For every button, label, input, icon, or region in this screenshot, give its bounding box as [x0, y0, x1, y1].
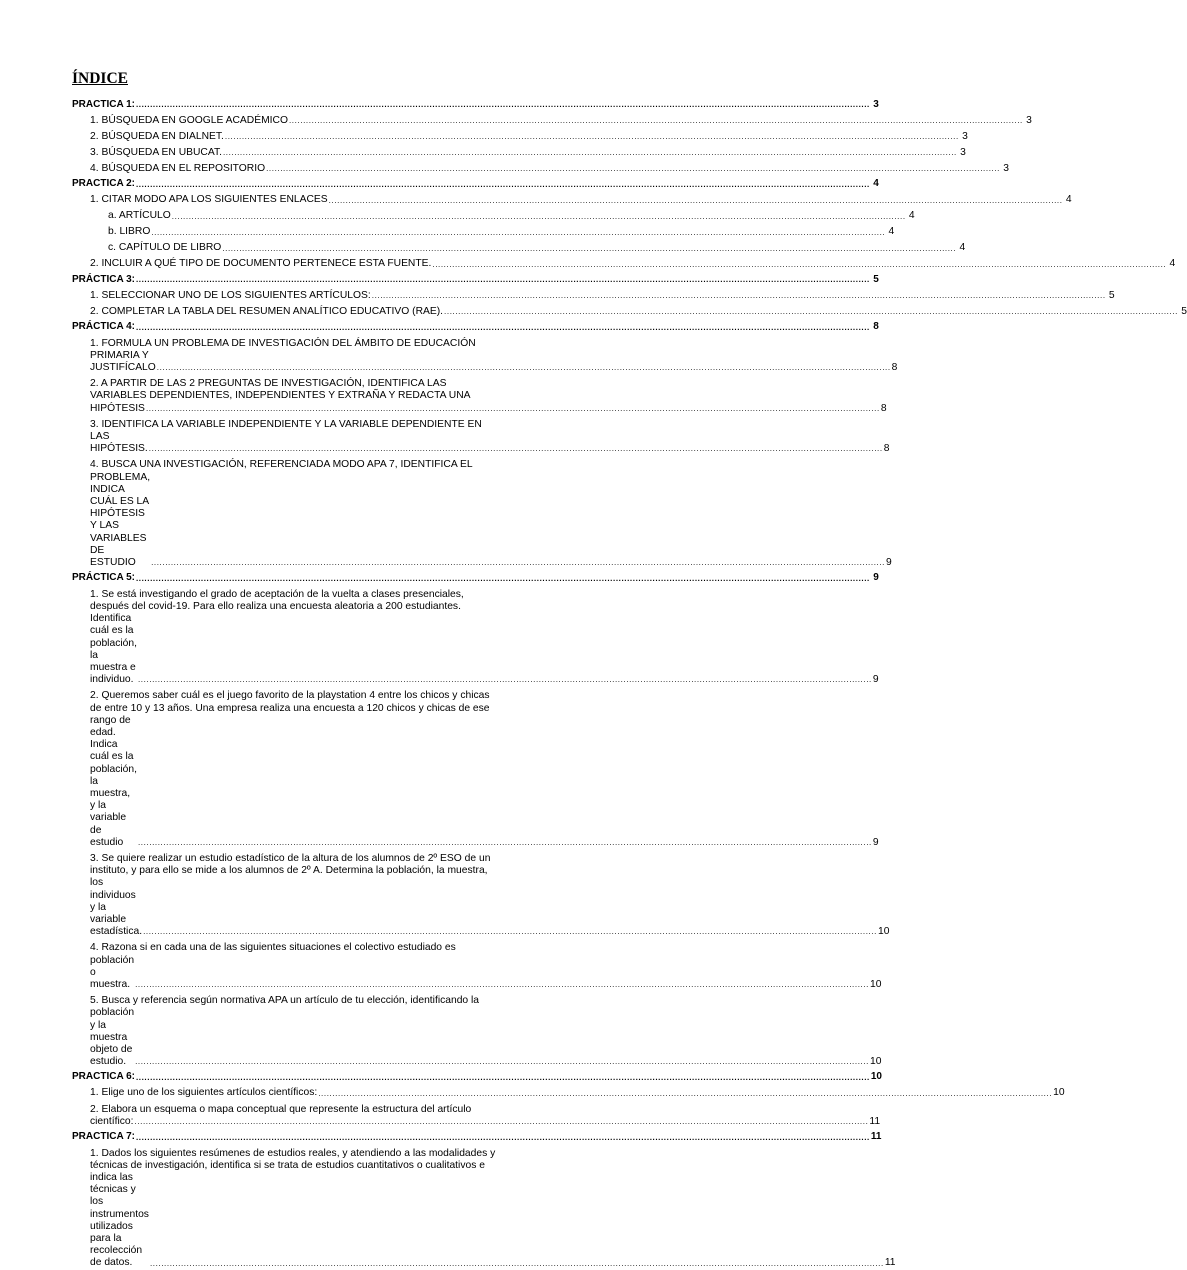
toc-entry-label-line: 1. Dados los siguientes resúmenes de estudios reales, y atendiendo a las modalidades y [90, 1147, 496, 1159]
toc-entry-last-line [90, 1116, 881, 1128]
toc-entry-label-line: de entre 10 y 13 años. Una empresa realiza una encuesta a 120 chicos y chicas de ese [90, 702, 490, 714]
toc-entry-last-line [90, 471, 892, 570]
toc-page-number: 4 [1169, 258, 1176, 270]
toc-subsection-entry[interactable] [90, 194, 1072, 206]
dot-leader: .................................................................................................................................................................................................................................................................... [137, 837, 872, 847]
dot-leader: .................................................................................................................................................................................................................................................................... [171, 211, 906, 221]
toc-entry-label-line: PRIMARIA Y JUSTIFÍCALO [90, 349, 156, 374]
toc-page-number: 10 [1053, 1087, 1065, 1099]
toc-entry-label: PRACTICA 6: [72, 1071, 135, 1083]
toc-entry-last-line [90, 1172, 896, 1270]
dot-leader: .................................................................................................................................................................................................................................................................... [135, 100, 870, 110]
toc-page-number: 5 [873, 273, 879, 285]
toc-entry-last-line [90, 431, 890, 455]
dot-leader: .................................................................................................................................................................................................................................................................... [149, 1258, 884, 1268]
toc-section-entry[interactable] [72, 321, 879, 333]
dot-leader: .................................................................................................................................................................................................................................................................... [137, 675, 872, 685]
toc-entry-label-line: instituto, y para ello se mide a los alumnos de 2º A. Determina la población, la muestra, [90, 865, 488, 877]
toc-page-number: 8 [880, 402, 887, 414]
toc-subsection-entry[interactable] [90, 337, 898, 375]
toc-entry-label-line: 5. Busca y referencia según normativa APA un artículo de tu elección, identificando la [90, 995, 480, 1007]
toc-page-number: 4 [959, 242, 966, 254]
toc-page-number: 3 [960, 147, 966, 158]
toc-entry-label-line: 4. BUSCA UNA INVESTIGACIÓN, REFERENCIADA MODO APA 7, IDENTIFICA EL [90, 459, 473, 471]
toc-entry-last-line [90, 877, 890, 938]
dot-leader: .................................................................................................................................................................................................................................................................... [288, 116, 1023, 126]
toc-entry-label-line: PROBLEMA, INDICA CUÁL ES LA HIPÓTESIS Y LAS VARIABLES DE ESTUDIO [90, 471, 151, 569]
toc-section-entry[interactable] [72, 99, 879, 111]
toc-entry-label: b. LIBRO [108, 226, 151, 238]
toc-entry-label: 1. CITAR MODO APA LOS SIGUIENTES ENLACES [90, 194, 328, 206]
dot-leader: .................................................................................................................................................................................................................................................................... [134, 1117, 869, 1127]
toc-entry-label: 2. BÚSQUEDA EN DIALNET. [90, 131, 224, 142]
toc-entry-label: PRÁCTICA 4: [72, 321, 135, 333]
toc-entry-label: 2. COMPLETAR LA TABLA DEL RESUMEN ANALÍTICO EDUCATIVO (RAE). [90, 305, 444, 317]
toc-page-number: 3 [1003, 163, 1009, 174]
toc-subsection-entry[interactable] [90, 258, 1176, 270]
toc-entry-label-line: los individuos y la variable estadística. [90, 877, 143, 938]
toc-subsection-entry[interactable] [90, 942, 882, 991]
dot-leader: .................................................................................................................................................................................................................................................................... [135, 179, 870, 189]
toc-subsection-entry[interactable] [90, 690, 879, 849]
toc-subsection-entry[interactable] [90, 131, 968, 143]
toc-entry-label-line: 2. Queremos saber cuál es el juego favorito de la playstation 4 entre los chicos y chicas [90, 690, 490, 702]
toc-entry-label-line: 3. IDENTIFICA LA VARIABLE INDEPENDIENTE Y LA VARIABLE DEPENDIENTE EN [90, 418, 482, 430]
toc-entry-label: 1. Elige uno de los siguientes artículos científicos: [90, 1087, 318, 1099]
toc-entry-last-line [90, 349, 898, 374]
toc-page-number: 4 [1065, 194, 1072, 206]
toc-subsection-entry[interactable] [90, 1147, 896, 1270]
toc-entry-label: 4. BÚSQUEDA EN EL REPOSITORIO [90, 163, 266, 174]
toc-subsection-entry[interactable] [90, 305, 1187, 318]
toc-entry-label-line: Identifica cuál es la población, la muestra e individuo. [90, 613, 137, 686]
toc-section-entry[interactable] [72, 1131, 882, 1143]
toc-page-number: 5 [1108, 289, 1115, 301]
toc-entry-label-line: 4. Razona si en cada una de las siguientes situaciones el colectivo estudiado es [90, 942, 456, 954]
toc-entry-label: 1. BÚSQUEDA EN GOOGLE ACADÉMICO [90, 115, 288, 126]
toc-page-number: 11 [869, 1116, 881, 1128]
toc-entry-last-line [90, 954, 882, 992]
dot-leader: .................................................................................................................................................................................................................................................................... [432, 259, 1167, 269]
toc-subsection-entry[interactable] [90, 995, 882, 1068]
toc-page-number: 4 [873, 178, 879, 190]
toc-subsection-entry[interactable] [90, 459, 892, 569]
toc-subsection-entry[interactable] [90, 163, 1009, 175]
dot-leader: .................................................................................................................................................................................................................................................................... [151, 227, 886, 237]
dot-leader: .................................................................................................................................................................................................................................................................... [151, 558, 885, 568]
toc-subsection-entry[interactable] [90, 852, 890, 938]
toc-page-number: 10 [870, 1071, 882, 1083]
toc-entry-label: PRACTICA 2: [72, 178, 135, 190]
dot-leader: .................................................................................................................................................................................................................................................................... [222, 148, 957, 158]
toc-subsection-entry[interactable] [90, 147, 966, 159]
toc-page-number: 9 [872, 674, 879, 686]
toc-page-number: 11 [870, 1131, 882, 1143]
dot-leader: .................................................................................................................................................................................................................................................................... [135, 1132, 870, 1142]
toc-page-number: 10 [877, 926, 890, 938]
toc-entry-label-line: 3. Se quiere realizar un estudio estadístico de la altura de los alumnos de 2º ESO de un [90, 852, 491, 864]
dot-leader: .................................................................................................................................................................................................................................................................... [266, 164, 1000, 174]
toc-subsection-entry[interactable] [90, 378, 887, 415]
dot-leader: .................................................................................................................................................................................................................................................................... [371, 291, 1106, 301]
toc-entry-label-line: rango de edad. Indica cuál es la población, la muestra, y la variable de estudio [90, 714, 137, 848]
toc-subsection-entry[interactable] [108, 210, 915, 222]
toc-subsection-entry[interactable] [90, 1087, 1065, 1099]
toc-entry-last-line [90, 402, 887, 415]
toc-subsection-entry[interactable] [90, 418, 890, 456]
toc-entry-last-line [90, 1007, 882, 1068]
toc-entry-label: a. ARTÍCULO [108, 210, 171, 222]
toc-entry-label: PRACTICA 1: [72, 99, 135, 110]
toc-entry-label-line: LAS HIPÓTESIS. [90, 431, 148, 455]
toc-entry-label: 1. SELECCIONAR UNO DE LOS SIGUIENTES ARTÍCULOS: [90, 289, 371, 301]
table-of-contents [72, 96, 1187, 1270]
dot-leader: .................................................................................................................................................................................................................................................................... [135, 275, 870, 285]
dot-leader: .................................................................................................................................................................................................................................................................... [135, 322, 870, 332]
toc-subsection-entry[interactable] [90, 588, 879, 687]
toc-entry-label: 2. INCLUIR A QUÉ TIPO DE DOCUMENTO PERTENECE ESTA FUENTE. [90, 258, 432, 270]
toc-entry-last-line [90, 613, 879, 686]
toc-title: ÍNDICE [72, 70, 128, 87]
toc-entry-label: PRÁCTICA 3: [72, 273, 135, 285]
dot-leader: .................................................................................................................................................................................................................................................................... [156, 363, 891, 373]
toc-entry-label-line: 1. Se está investigando el grado de aceptación de la vuelta a clases presenciales, [90, 588, 464, 600]
toc-page-number: 9 [872, 836, 879, 848]
dot-leader: .................................................................................................................................................................................................................................................................... [145, 403, 880, 413]
toc-entry-label-line: HIPÓTESIS [90, 402, 145, 414]
toc-section-entry[interactable] [72, 178, 879, 190]
toc-page-number: 10 [869, 978, 882, 990]
dot-leader: .................................................................................................................................................................................................................................................................... [444, 307, 1178, 317]
toc-page-number: 8 [883, 443, 890, 455]
toc-subsection-entry[interactable] [108, 242, 966, 254]
toc-subsection-entry[interactable] [108, 226, 895, 238]
toc-page-number: 5 [1181, 305, 1187, 317]
toc-section-entry[interactable] [72, 572, 879, 584]
toc-entry-label-line: VARIABLES DEPENDIENTES, INDEPENDIENTES Y EXTRAÑA Y REDACTA UNA [90, 390, 471, 402]
toc-entry-label: c. CAPÍTULO DE LIBRO [108, 242, 222, 254]
dot-leader: .................................................................................................................................................................................................................................................................... [135, 1057, 869, 1067]
toc-page-number: 9 [873, 572, 879, 584]
dot-leader: .................................................................................................................................................................................................................................................................... [143, 927, 877, 937]
dot-leader: .................................................................................................................................................................................................................................................................... [328, 195, 1063, 205]
toc-entry-label: 3. BÚSQUEDA EN UBUCAT. [90, 147, 222, 158]
toc-entry-label-line: científico: [90, 1116, 134, 1128]
toc-page-number: 11 [884, 1257, 896, 1269]
toc-subsection-entry[interactable] [90, 1103, 881, 1128]
dot-leader: .................................................................................................................................................................................................................................................................... [224, 132, 959, 142]
toc-section-entry[interactable] [72, 273, 879, 286]
toc-entry-label-line: indica las técnicas y los instrumentos utilizados para la recolección de datos. [90, 1172, 149, 1269]
dot-leader: .................................................................................................................................................................................................................................................................... [222, 243, 957, 253]
dot-leader: .................................................................................................................................................................................................................................................................... [135, 1072, 870, 1082]
dot-leader: .................................................................................................................................................................................................................................................................... [135, 980, 869, 990]
toc-entry-label-line: técnicas de investigación, identifica si se trata de estudios cuantitativos o cualitativos e [90, 1159, 485, 1171]
toc-entry-label-line: población o muestra. [90, 954, 135, 990]
dot-leader: .................................................................................................................................................................................................................................................................... [318, 1088, 1053, 1098]
toc-page-number: 8 [873, 321, 879, 333]
toc-subsection-entry[interactable] [90, 289, 1115, 302]
toc-page-number: 3 [873, 99, 879, 110]
toc-section-entry[interactable] [72, 1071, 882, 1083]
toc-page-number: 3 [1026, 115, 1032, 126]
dot-leader: .................................................................................................................................................................................................................................................................... [135, 573, 870, 583]
toc-entry-label-line: 2. A PARTIR DE LAS 2 PREGUNTAS DE INVESTIGACIÓN, IDENTIFICA LAS [90, 378, 447, 390]
dot-leader: .................................................................................................................................................................................................................................................................... [148, 444, 883, 454]
toc-entry-label-line: 2. Elabora un esquema o mapa conceptual que represente la estructura del artículo [90, 1103, 472, 1115]
toc-entry-label: PRÁCTICA 5: [72, 572, 135, 584]
toc-page-number: 10 [869, 1056, 882, 1068]
toc-entry-label: PRACTICA 7: [72, 1131, 135, 1143]
toc-page-number: 3 [962, 131, 968, 142]
toc-page-number: 4 [888, 226, 895, 238]
toc-entry-last-line [90, 714, 879, 849]
toc-entry-label-line: población y la muestra objeto de estudio. [90, 1007, 135, 1068]
toc-entry-label-line: 1. FORMULA UN PROBLEMA DE INVESTIGACIÓN DEL ÁMBITO DE EDUCACIÓN [90, 337, 476, 349]
toc-entry-label-line: después del covid-19. Para ello realiza una encuesta aleatoria a 200 estudiantes. [90, 600, 461, 612]
toc-page-number: 9 [885, 557, 892, 569]
toc-page-number: 8 [891, 362, 898, 374]
toc-subsection-entry[interactable] [90, 115, 1032, 127]
toc-page-number: 4 [908, 210, 915, 222]
